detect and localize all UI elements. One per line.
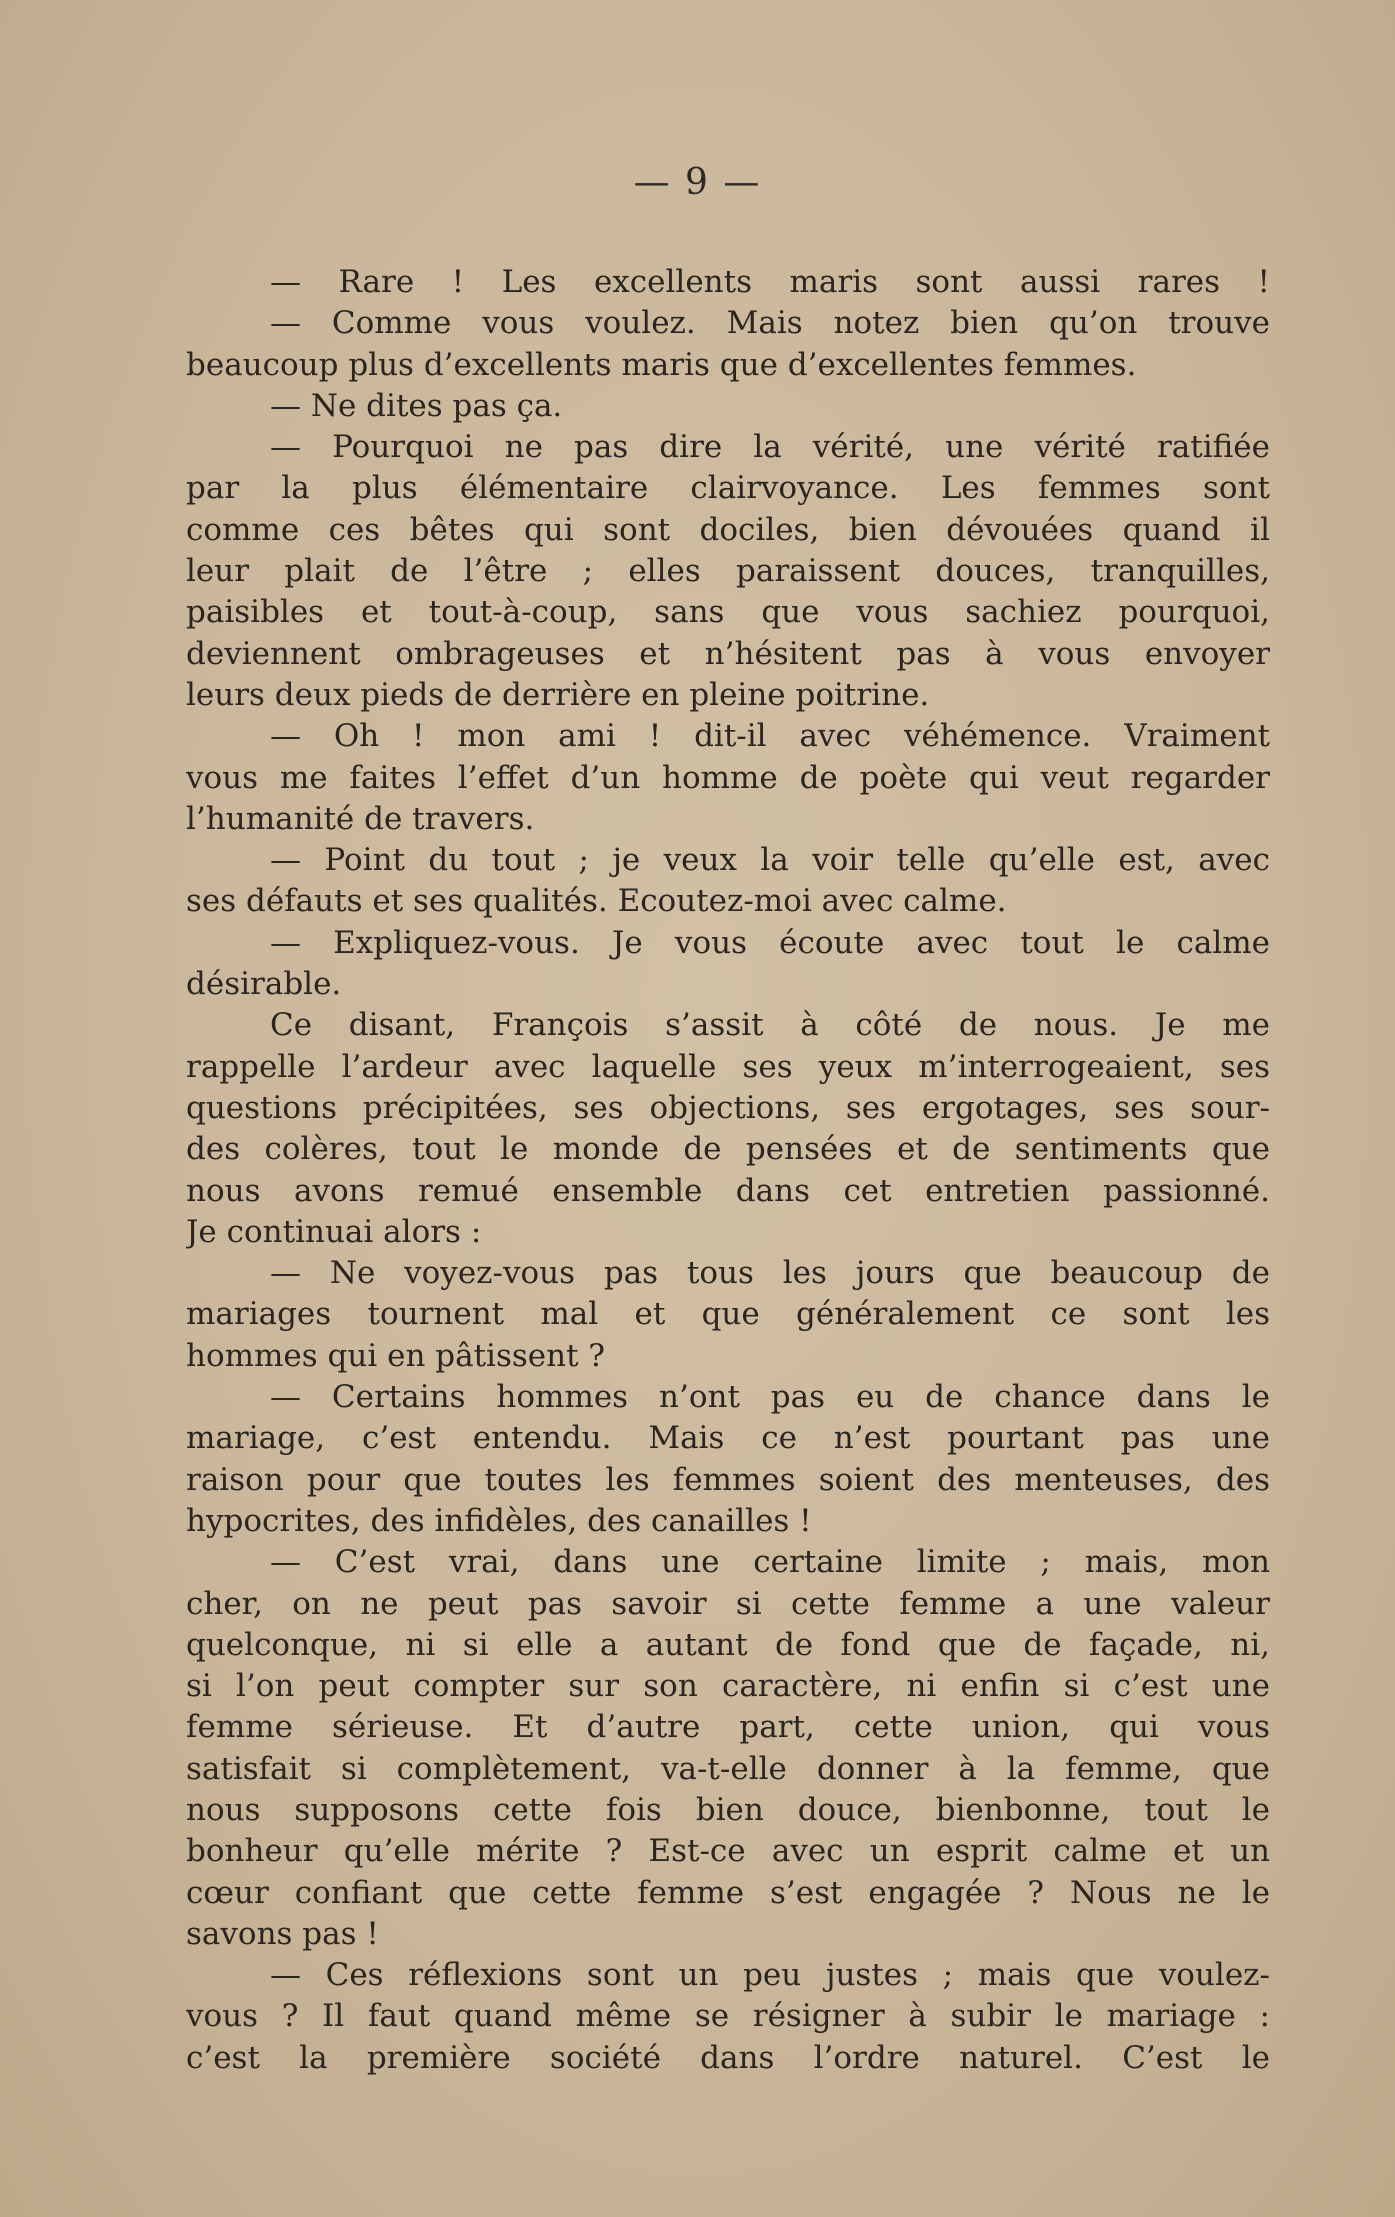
text-line: — Pourquoi ne pas dire la vérité, une vérité ratifiée: [270, 429, 1270, 466]
text-line: comme ces bêtes qui sont dociles, bien dévouées quand il: [186, 511, 1270, 548]
text-line: — Expliquez-vous. Je vous écoute avec tout le calme: [270, 924, 1270, 961]
text-line: savons pas !: [186, 1915, 379, 1952]
text-line: cœur confiant que cette femme s’est engagée ? Nous ne le: [186, 1874, 1270, 1911]
text-line: — Rare ! Les excellents maris sont aussi rares !: [270, 264, 1270, 300]
text-line: raison pour que toutes les femmes soient des menteuses, des: [186, 1461, 1270, 1498]
text-line: ses défauts et ses qualités. Ecoutez-moi avec calme.: [186, 883, 1007, 920]
text-line: Je continuai alors :: [186, 1213, 482, 1250]
text-line: nous supposons cette fois bien douce, bienbonne, tout le: [186, 1791, 1270, 1828]
text-line: questions précipitées, ses objections, ses ergotages, ses sour-: [186, 1089, 1270, 1126]
text-line: — Oh ! mon ami ! dit-il avec véhémence. Vraiment: [270, 718, 1270, 755]
text-line: rappelle l’ardeur avec laquelle ses yeux m’interrogeaient, ses: [186, 1048, 1270, 1085]
text-line: femme sérieuse. Et d’autre part, cette union, qui vous: [186, 1709, 1270, 1746]
text-line: par la plus élémentaire clairvoyance. Les femmes sont: [186, 470, 1270, 507]
text-line: vous me faites l’effet d’un homme de poète qui veut regarder: [186, 759, 1270, 796]
text-line: mariages tournent mal et que généralement ce sont les: [186, 1296, 1270, 1333]
text-line: si l’on peut compter sur son caractère, ni enfin si c’est une: [186, 1668, 1270, 1705]
text-line: paisibles et tout-à-coup, sans que vous sachiez pourquoi,: [186, 594, 1270, 631]
text-line: l’humanité de travers.: [186, 800, 535, 837]
text-line: désirable.: [186, 966, 342, 1003]
text-line: hypocrites, des infidèles, des canailles !: [186, 1502, 812, 1539]
text-line: des colères, tout le monde de pensées et de sentiments que: [186, 1131, 1270, 1168]
text-line: cher, on ne peut pas savoir si cette femme a une valeur: [186, 1585, 1270, 1622]
text-line: c’est la première société dans l’ordre naturel. C’est le: [186, 2039, 1270, 2076]
text-line: — Ces réflexions sont un peu justes ; mais que voulez-: [270, 1957, 1270, 1994]
text-line: — Ne dites pas ça.: [270, 387, 563, 424]
text-line: — Certains hommes n’ont pas eu de chance dans le: [270, 1379, 1270, 1416]
text-line: — Ne voyez-vous pas tous les jours que beaucoup de: [270, 1255, 1270, 1292]
text-line: — Point du tout ; je veux la voir telle qu’elle est, avec: [270, 842, 1270, 879]
text-line: — C’est vrai, dans une certaine limite ; mais, mon: [270, 1544, 1270, 1581]
text-line: satisfait si complètement, va-t-elle donner à la femme, que: [186, 1750, 1270, 1787]
text-line: leurs deux pieds de derrière en pleine poitrine.: [186, 676, 930, 713]
text-line: Ce disant, François s’assit à côté de nous. Je me: [270, 1007, 1270, 1044]
text-line: leur plait de l’être ; elles paraissent douces, tranquilles,: [186, 553, 1270, 590]
text-line: quelconque, ni si elle a autant de fond que de façade, ni,: [186, 1626, 1270, 1663]
page-number: — 9 —: [633, 162, 762, 203]
text-line: mariage, c’est entendu. Mais ce n’est pourtant pas une: [186, 1420, 1270, 1457]
text-line: bonheur qu’elle mérite ? Est-ce avec un esprit calme et un: [186, 1833, 1270, 1870]
text-line: deviennent ombrageuses et n’hésitent pas à vous envoyer: [186, 635, 1270, 672]
text-line: — Comme vous voulez. Mais notez bien qu’on trouve: [270, 305, 1270, 342]
text-block: [186, 262, 1270, 2079]
text-line: nous avons remué ensemble dans cet entretien passionné.: [186, 1172, 1270, 1209]
text-line: beaucoup plus d’excellents maris que d’excellentes femmes.: [186, 346, 1137, 383]
text-line: vous ? Il faut quand même se résigner à subir le mariage :: [186, 1998, 1270, 2035]
text-line: hommes qui en pâtissent ?: [186, 1337, 606, 1374]
